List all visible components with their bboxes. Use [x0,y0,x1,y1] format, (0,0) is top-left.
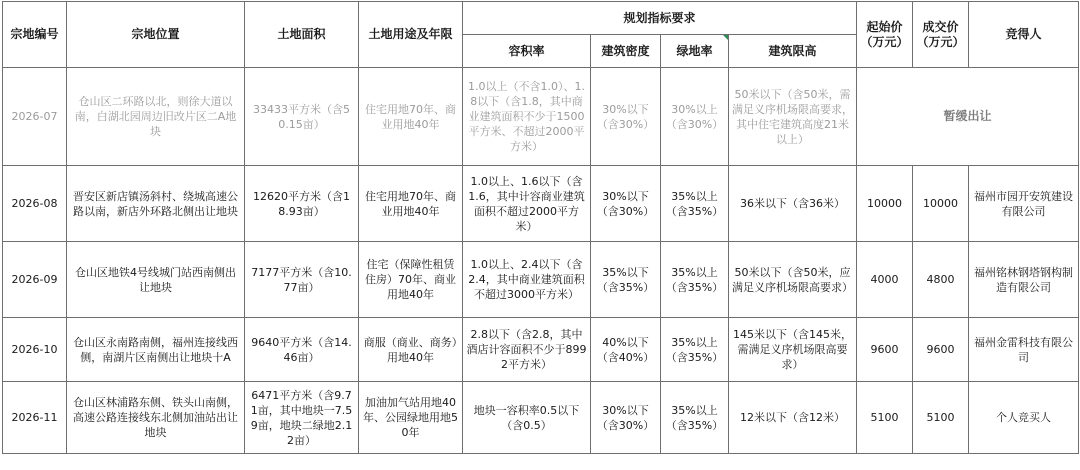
cell-location: 仓山区林浦路东侧、铁头山南侧，高速公路连接线东北侧加油站出让地块 [67,382,245,454]
table-row [3,242,1079,318]
cell-start-price: 9600 [857,318,913,382]
cell-deal-price: 9600 [913,318,969,382]
header-planning: 规划指标要求 [463,2,857,35]
cell-parcel-no: 2026-09 [3,242,67,318]
cell-parcel-no: 2026-07 [3,68,67,166]
cell-start-price: 10000 [857,166,913,242]
cell-area: 7177平方米（含10.77亩） [245,242,359,318]
cell-deal-price: 10000 [913,166,969,242]
cell-location: 晋安区新店镇汤斜村、绕城高速公路以南，新店外环路北侧出让地块 [67,166,245,242]
cell-deal-price: 4800 [913,242,969,318]
header-winner: 竞得人 [969,2,1079,68]
table-row [3,382,1079,454]
cell-far: 1.0以上、1.6以下（含1.6，其中计容商业建筑面积不超过2000平方米） [463,166,591,242]
cell-green: 35%以上（含35%） [661,242,729,318]
cell-far: 地块一容积率0.5以下（含0.5） [463,382,591,454]
header-far: 容积率 [463,35,591,68]
cell-height: 36米以下（含36米） [729,166,857,242]
header-area: 土地面积 [245,2,359,68]
cell-green: 35%以上（含35%） [661,318,729,382]
cell-density: 40%以下（含40%） [591,318,661,382]
table-row [3,68,1079,166]
cell-parcel-no: 2026-11 [3,382,67,454]
cell-location: 仓山区永南路南侧，福州连接线西侧，南湖片区南侧出让地块十A [67,318,245,382]
cell-green: 35%以上（含35%） [661,166,729,242]
cell-deal-price: 5100 [913,382,969,454]
cell-far: 2.8以下（含2.8，其中酒店计容面积不少于8992平方米） [463,318,591,382]
cell-start-price: 4000 [857,242,913,318]
cell-area: 6471平方米（含9.71亩，其中地块一7.59亩，地块二绿地2.12亩） [245,382,359,454]
cell-location: 仓山区地铁4号线城门站西南侧出让地块 [67,242,245,318]
cell-winner: 福州铭林钢塔钢构制造有限公司 [969,242,1079,318]
cell-density: 30%以下（含30%） [591,166,661,242]
cell-winner: 福州金雷科技有限公司 [969,318,1079,382]
cell-area: 33433平方米（含50.15亩） [245,68,359,166]
cell-height: 50米以下（含50米，需满足义序机场限高要求，其中住宅建筑高度21米以上） [729,68,857,166]
cell-density: 30%以下（含30%） [591,382,661,454]
table-row [3,166,1079,242]
header-parcel-no: 宗地编号 [3,2,67,68]
table-row [3,318,1079,382]
cell-parcel-no: 2026-10 [3,318,67,382]
cell-height: 145米以下（含145米，需满足义序机场限高要求） [729,318,857,382]
header-density: 建筑密度 [591,35,661,68]
cell-far: 1.0以上、2.4以下（含2.4，其中商业建筑面积不超过3000平方米） [463,242,591,318]
cell-use-term: 住宅用地70年、商业用地40年 [359,166,463,242]
land-auction-table [2,1,1079,454]
header-deal-price: 成交价（万元） [913,2,969,68]
cell-start-price: 5100 [857,382,913,454]
header-use-term: 土地用途及年限 [359,2,463,68]
header-location: 宗地位置 [67,2,245,68]
header-start-price: 起始价（万元） [857,2,913,68]
cell-far: 1.0以上（不含1.0）、1.8以下（含1.8，其中商业建筑面积不少于1500平方米、不超过2000平方米） [463,68,591,166]
header-height: 建筑限高 [729,35,857,68]
cell-height: 50米以下（含50米，应满足义序机场限高要求） [729,242,857,318]
cell-use-term: 加油加气站用地40年、公园绿地用地50年 [359,382,463,454]
cell-use-term: 住宅（保障性租赁住房）70年、商业用地40年 [359,242,463,318]
cell-use-term: 商服（商业、商务）用地40年 [359,318,463,382]
cell-winner: 个人竞买人 [969,382,1079,454]
cell-density: 35%以下（含35%） [591,242,661,318]
cell-green: 30%以上（含30%） [661,68,729,166]
cell-height: 12米以下（含12米） [729,382,857,454]
cell-suspended-status: 暂缓出让 [857,68,1079,166]
cell-area: 12620平方米（含18.93亩） [245,166,359,242]
cell-winner: 福州市园开安筑建设有限公司 [969,166,1079,242]
cell-green: 35%以上（含35%） [661,382,729,454]
cell-density: 30%以下（含30%） [591,68,661,166]
cell-location: 仓山区二环路以北，则徐大道以南，白湖北园周边旧改片区二A地块 [67,68,245,166]
header-green: 绿地率 [661,35,729,68]
cell-parcel-no: 2026-08 [3,166,67,242]
cell-use-term: 住宅用地70年、商业用地40年 [359,68,463,166]
cell-area: 9640平方米（含14.46亩） [245,318,359,382]
